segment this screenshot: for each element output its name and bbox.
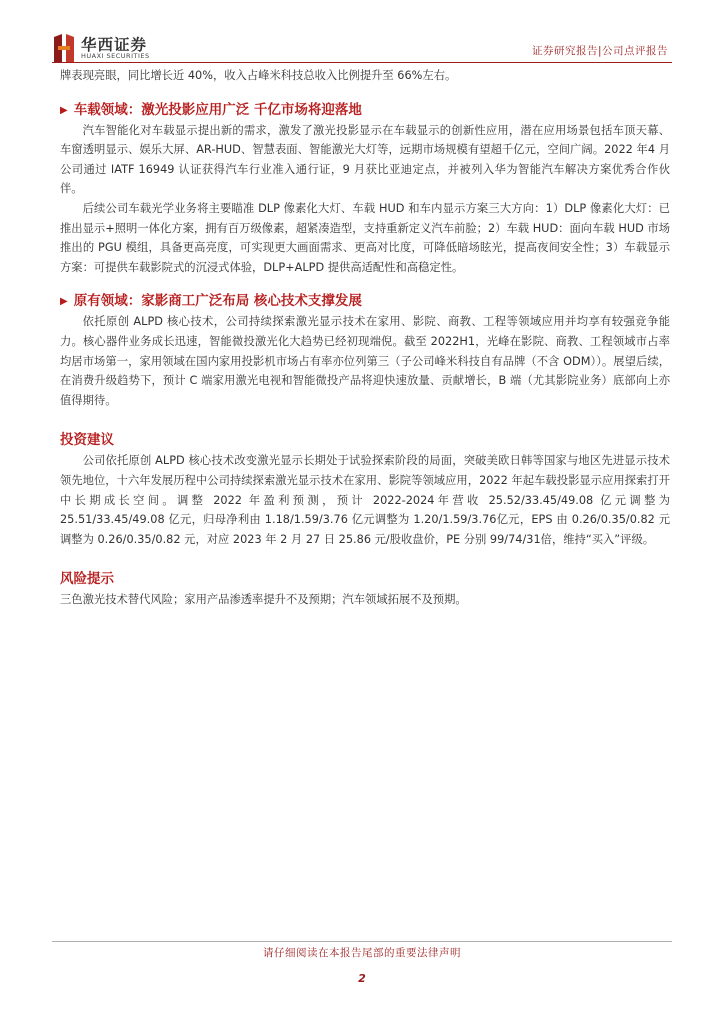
page-number: 2	[358, 972, 366, 985]
legacy-paragraph: 依托原创 ALPD 核心技术，公司持续探索激光显示技术在家用、影院、商教、工程等领域应用并均享有较强竞争能力。核心器件业务成长迅速，智能微投激光化大趋势已经初现端倪。截至 2022H1，光峰在影院、商教、工程领域市占率均居市场第一，家用领域在国内家用投影机市场占有率亦位列第三（子公司峰米科技自有品牌（不含 ODM））。展望后续，在消费升级趋势下，预计 C 端家用激光电视和智能微投产品将迎快速放量、贡献增长，B 端（尤其影院业务）底部向上亦值得期待。	[60, 315, 670, 407]
triangle-bullet-icon: ▶	[60, 296, 68, 308]
auto-paragraph-1: 汽车智能化对车载显示提出新的需求，激发了激光投影显示在车载显示的创新性应用，潜在应用场景包括车顶天幕、车窗透明显示、娱乐大屏、AR-HUD、智慧表面、智能激光大灯等，远期市场规模有望超千亿元，空间广阔。2022 年4 月公司通过 IATF 16949 认证获得汽车行业准入通行证，9 月获比亚迪定点，并被列入华为智能汽车解决方案优秀合作伙伴。	[60, 123, 670, 196]
intro-paragraph: 牌表现亮眼，同比增长近 40%，收入占峰米科技总收入比例提升至 66%左右。	[60, 69, 457, 82]
risk-paragraph: 三色激光技术替代风险；家用产品渗透率提升不及预期；汽车领域拓展不及预期。	[60, 593, 467, 607]
header-divider	[52, 62, 672, 63]
logo-text-en: HUAXI SECURITIES	[81, 52, 150, 60]
page-header	[0, 0, 724, 64]
section-title-legacy	[60, 290, 670, 312]
logo-text-cn: 华西证券	[81, 36, 148, 54]
legal-notice: 请仔细阅读在本报告尾部的重要法律声明	[263, 947, 461, 959]
investment-title: 投资建议	[60, 432, 114, 449]
auto-paragraph-2: 后续公司车载光学业务将主要瞄准 DLP 像素化大灯、车载 HUD 和车内显示方案三大方向：1）DLP 像素化大灯：已推出显示+照明一体化方案，拥有百万级像素，超紧凑造型，支持重新定义汽车前脸；2）车载 HUD：面向车载 HUD 市场推出的 PGU 模组，具备更高亮度，可实现更大画面需求、更高对比度，可降低暗场眩光，提高夜间安全性；3）车载显示方案：可提供车载影院式的沉浸式体验，DLP+ALPD 提供高适配性和高稳定性。	[60, 201, 670, 274]
huaxi-logo-icon	[52, 33, 76, 63]
section-title-text: 原有领域：家影商工广泛布局 核心技术支撑发展	[73, 293, 362, 310]
section-title-text: 车载领域：激光投影应用广泛 千亿市场将迎落地	[73, 101, 362, 118]
investment-paragraph: 公司依托原创 ALPD 核心技术改变激光显示长期处于试验探索阶段的局面，突破美欧日韩等国家与地区先进显示技术领先地位，十六年发展历程中公司持续探索激光显示技术在家用、影院等领域应用，2022 年起车载投影显示应用探索打开中长期成长空间。调整 2022 年盈利预测，预计 2022-2024年营收 25.52/33.45/49.08 亿元调整为 25.51/33.45/49.08 亿元，归母净利由 1.18/1.59/3.76 亿元调整为 1.20/1.59/3.76亿元，EPS 由 0.26/0.35/0.82 元调整为 0.26/0.35/0.82 元，对应 2023 年 2 月 27 日 25.86 元/股收盘价，PE 分别 99/74/31倍，维持“买入”评级。	[60, 454, 670, 546]
report-type-label: 证券研究报告|公司点评报告	[531, 45, 668, 57]
footer-divider	[52, 941, 672, 942]
section-title-auto	[60, 99, 670, 121]
report-body	[60, 66, 670, 610]
risk-title: 风险提示	[60, 571, 114, 588]
huaxi-logo	[52, 33, 182, 65]
triangle-bullet-icon: ▶	[60, 104, 68, 116]
